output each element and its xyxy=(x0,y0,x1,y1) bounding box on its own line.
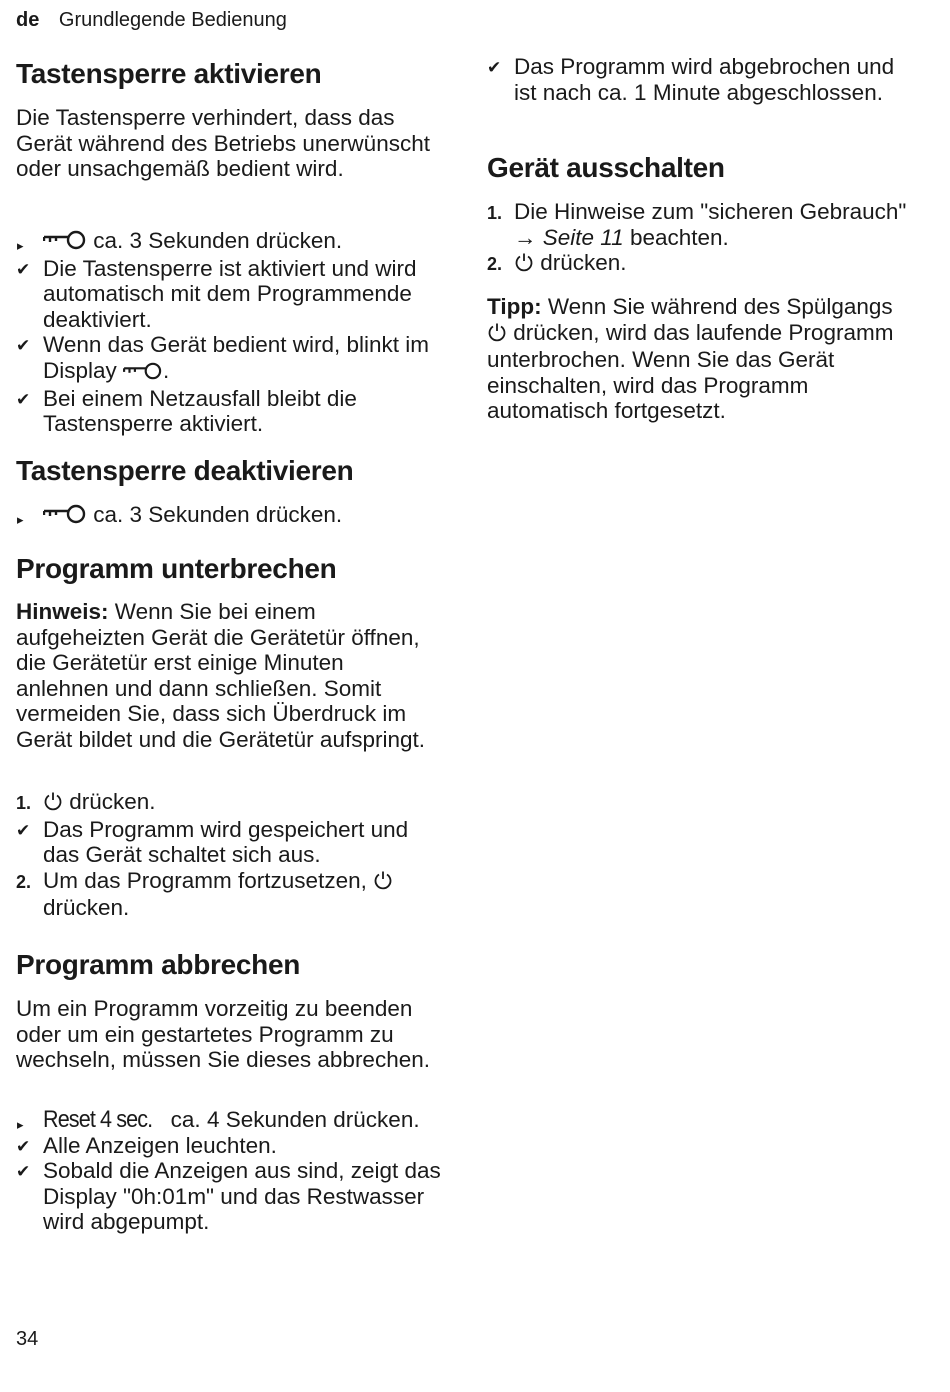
result-programm-abbrechen-cont xyxy=(487,54,907,105)
reset-button-label: Reset 4 sec. xyxy=(43,1106,153,1133)
steps-tastensperre-deaktivieren xyxy=(16,502,441,530)
result-text: Bei einem Netzausfall bleibt die Tastensperre aktiviert. xyxy=(43,385,357,437)
power-icon xyxy=(43,791,63,817)
step-text: ca. 3 Sekunden drücken. xyxy=(93,502,343,527)
heading-programm-abbrechen: Programm abbrechen xyxy=(16,949,301,980)
key-icon xyxy=(43,230,87,256)
steps-geraet-ausschalten xyxy=(487,199,907,278)
section-title: Grundlegende Bedienung xyxy=(58,9,287,31)
key-icon xyxy=(123,360,163,386)
result-item xyxy=(16,386,441,437)
result-item xyxy=(16,1133,441,1159)
result-item xyxy=(16,256,441,333)
step-item xyxy=(16,789,441,817)
step-number: 1. xyxy=(16,793,32,813)
result-item xyxy=(16,1158,441,1235)
check-icon: ✔ xyxy=(16,820,31,840)
result-text: Wenn das Gerät bedient wird, blinkt im Display xyxy=(43,332,430,383)
step-text: drücken. xyxy=(540,250,627,276)
step-text: Um das Programm fortzusetzen, xyxy=(43,867,367,893)
step-triangle-icon: ▸ xyxy=(17,238,24,253)
result-text: Alle Anzeigen leuchten. xyxy=(43,1132,277,1158)
step-item xyxy=(487,250,907,278)
step-text: ca. 4 Sekunden drücken. xyxy=(170,1107,420,1132)
intro-programm-abbrechen: Um ein Programm vorzeitig zu beenden oder um ein gestartetes Programm zu wechseln, müssen Sie dieses abbrechen. xyxy=(16,996,430,1073)
step-triangle-icon: ▸ xyxy=(17,512,24,527)
result-text: Das Programm wird gespeichert und das Gerät schaltet sich aus. xyxy=(43,816,409,868)
check-icon: ✔ xyxy=(16,1162,31,1182)
power-icon xyxy=(373,870,393,896)
result-text: Sobald die Anzeigen aus sind, zeigt das Display "0h:01m" und das Restwasser wird abgepumpt. xyxy=(43,1158,441,1235)
page-header xyxy=(16,9,287,32)
note-text: Wenn Sie bei einem aufgeheizten Gerät die Gerätetür öffnen, die Gerätetür erst einige Minuten anlehnen und dann schließen. Somit vermeiden Sie, dass sich Überdruck im Gerät bildet und die Gerätetür aufspringt. xyxy=(16,599,425,752)
note-programm-unterbrechen xyxy=(16,599,441,753)
result-text: Das Programm wird abgebrochen und ist nach ca. 1 Minute abgeschlossen. xyxy=(514,54,895,105)
result-item xyxy=(487,54,907,105)
check-icon: ✔ xyxy=(16,389,31,409)
step-item xyxy=(16,1107,441,1133)
step-item xyxy=(16,868,441,921)
power-icon xyxy=(487,322,507,348)
step-item xyxy=(16,228,441,256)
tip-text-end: drücken, wird das laufende Programm unterbrochen. Wenn Sie das Gerät einschalten, wird das Programm automatisch fortgesetzt. xyxy=(487,319,894,424)
check-icon: ✔ xyxy=(16,1136,31,1156)
result-text-end: . xyxy=(163,357,170,383)
step-text: ca. 3 Sekunden drücken. xyxy=(93,228,343,253)
tip-paragraph xyxy=(487,294,907,424)
steps-programm-abbrechen xyxy=(16,1107,441,1235)
check-icon: ✔ xyxy=(487,58,502,77)
step-number: 2. xyxy=(16,871,32,892)
tip-label: Tipp: xyxy=(487,294,542,319)
key-icon xyxy=(43,504,87,530)
step-triangle-icon: ▸ xyxy=(17,1117,24,1132)
result-item xyxy=(16,817,441,868)
steps-programm-unterbrechen xyxy=(16,789,441,921)
arrow-icon: → xyxy=(514,224,537,250)
step-number: 1. xyxy=(487,203,503,223)
step-text: drücken. xyxy=(69,789,156,814)
steps-tastensperre-aktivieren xyxy=(16,228,441,437)
heading-tastensperre-aktivieren: Tastensperre aktivieren xyxy=(16,58,322,89)
heading-tastensperre-deaktivieren: Tastensperre deaktivieren xyxy=(16,455,354,486)
power-icon xyxy=(514,252,534,278)
check-icon: ✔ xyxy=(16,336,31,356)
page-number: 34 xyxy=(16,1328,39,1350)
step-text-end: beachten. xyxy=(629,224,729,250)
note-label: Hinweis: xyxy=(16,599,109,624)
page-reference-link[interactable]: Seite 11 xyxy=(542,224,624,250)
step-text: Die Hinweise zum "sicheren Gebrauch" xyxy=(514,199,907,224)
step-item xyxy=(16,502,441,530)
result-item xyxy=(16,332,441,385)
step-text-end: drücken. xyxy=(43,895,130,921)
intro-tastensperre: Die Tastensperre verhindert, dass das Gerät während des Betriebs unerwünscht oder unsachgemäß bedient wird. xyxy=(16,105,430,182)
heading-programm-unterbrechen: Programm unterbrechen xyxy=(16,553,337,584)
step-number: 2. xyxy=(487,254,503,275)
tip-text: Wenn Sie während des Spülgangs xyxy=(547,294,893,319)
language-code: de xyxy=(16,9,40,31)
result-text: Die Tastensperre ist aktiviert und wird automatisch mit dem Programmende deaktiviert. xyxy=(43,255,417,332)
heading-geraet-ausschalten: Gerät ausschalten xyxy=(487,152,725,183)
step-item xyxy=(487,199,907,250)
check-icon: ✔ xyxy=(16,259,31,279)
